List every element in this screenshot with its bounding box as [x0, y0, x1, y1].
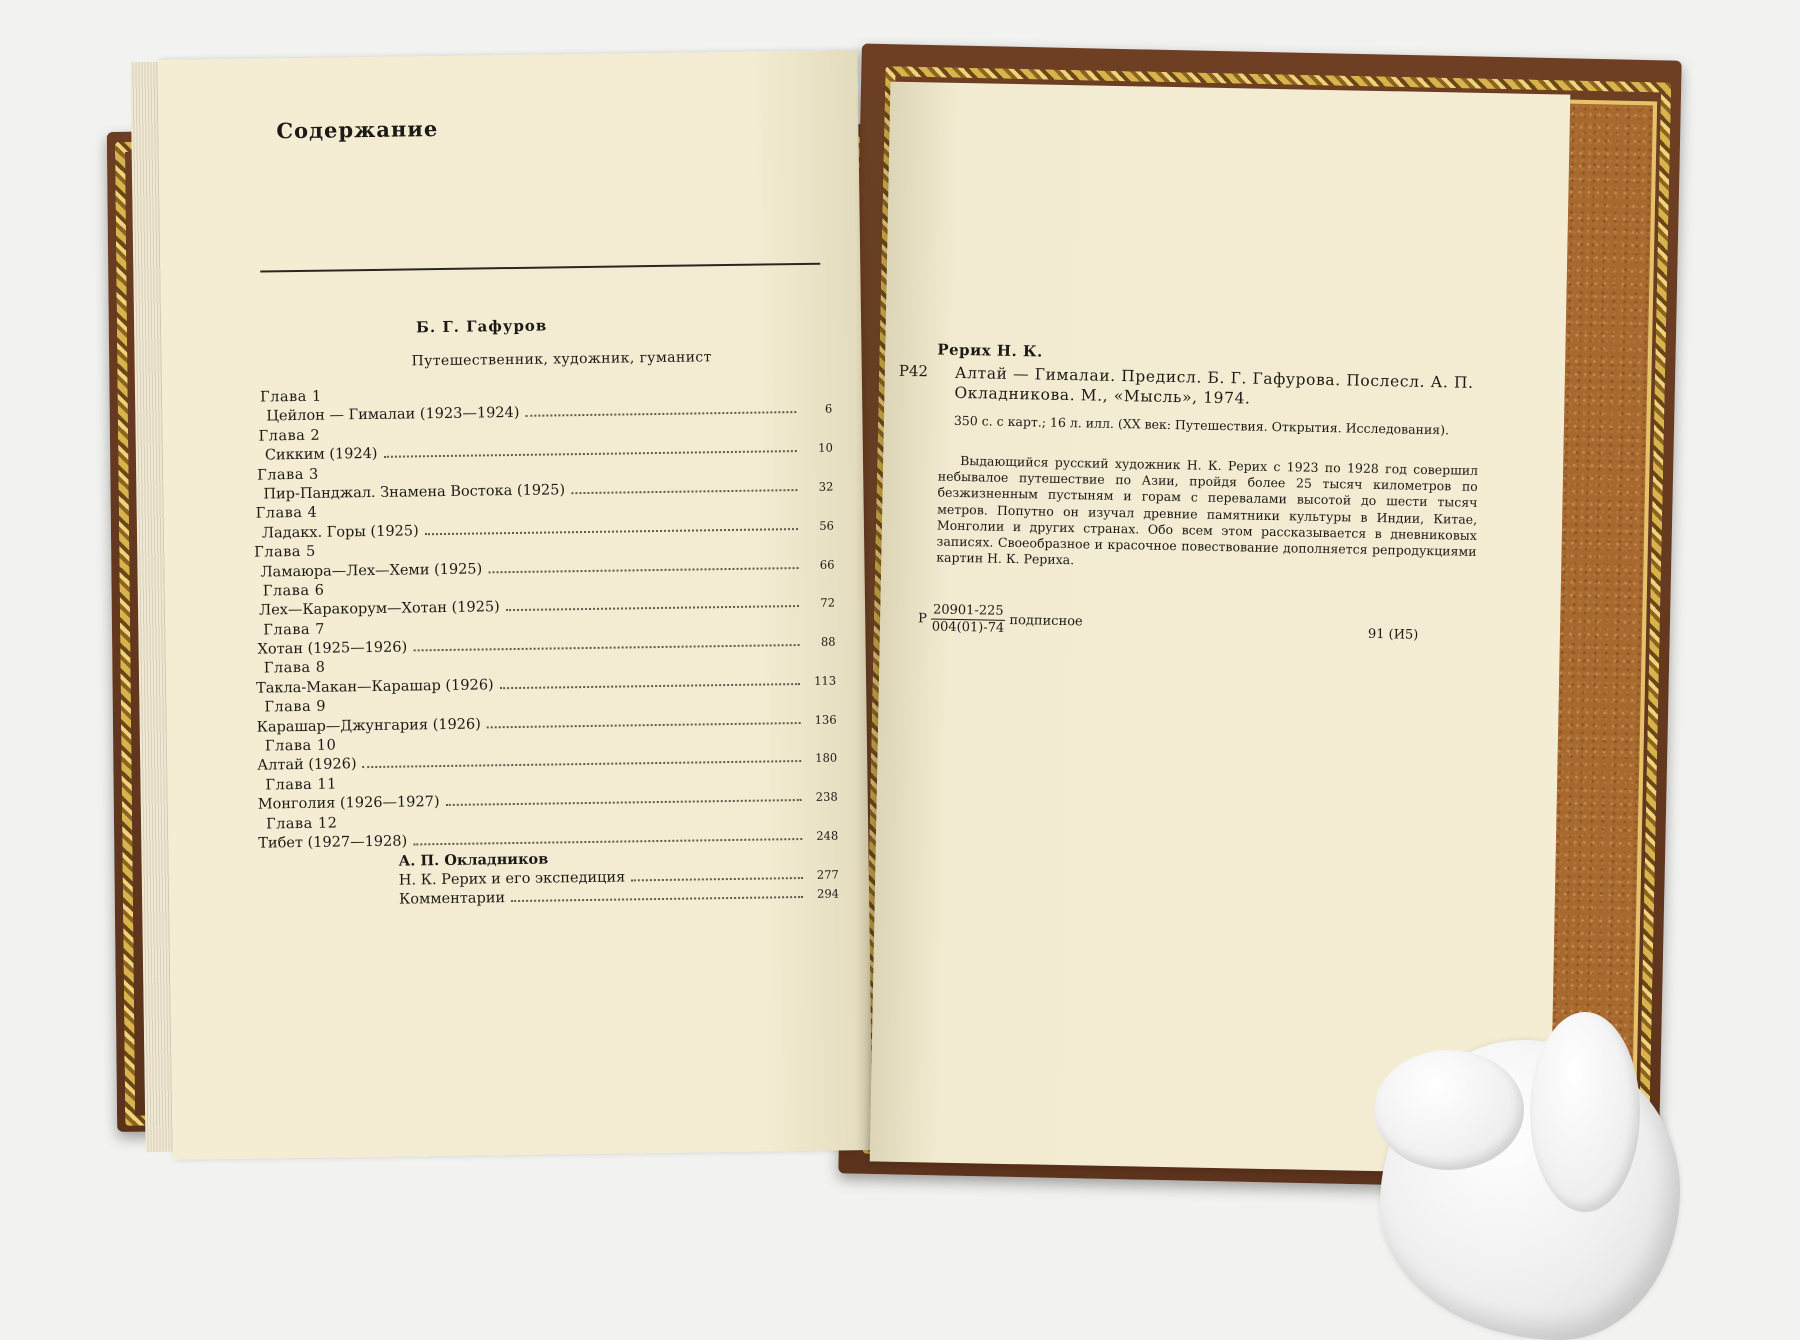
toc-entry-title: Н. К. Рерих и его экспедиция: [398, 869, 626, 889]
class-code: Р42: [898, 361, 929, 381]
toc-page-number: 88: [820, 634, 836, 649]
horizontal-rule: [260, 263, 820, 273]
toc-page-number: 56: [819, 518, 835, 533]
toc-entry-title: Ладакх. Горы (1925): [261, 523, 419, 542]
toc-page-number: 10: [818, 440, 833, 455]
chapter-label: Глава 12: [265, 815, 338, 833]
chapter-label: Глава 11: [265, 776, 337, 794]
toc-page-number: 66: [819, 557, 835, 572]
toc-entry-title: Карашар—Джунгария (1926): [256, 716, 481, 736]
dot-leader: [500, 683, 800, 689]
chapter-label: Глава 6: [262, 582, 325, 600]
dot-leader: [413, 838, 802, 845]
toc-entry-title: Сикким (1924): [264, 446, 378, 464]
toc-entry-title: Цейлон — Гималаи (1923—1924): [266, 405, 520, 425]
chapter-label: Глава 8: [263, 660, 326, 677]
foreword-author: Б. Г. Гафуров: [415, 316, 548, 337]
glove-thumb: [1374, 1050, 1524, 1170]
toc-page-number: 238: [815, 789, 838, 805]
toc-page-number: 32: [818, 479, 834, 494]
dot-leader: [506, 605, 799, 611]
toc-page-number: 248: [816, 828, 839, 843]
bbk-code: 91 (И5): [1367, 626, 1419, 643]
chapter-label: Глава 2: [258, 427, 321, 445]
toc-list: [252, 381, 839, 913]
toc-title: Содержание: [276, 116, 439, 144]
price-code-fraction: [931, 602, 1006, 636]
physical-description: 350 с. с карт.; 16 л. илл. (XX век: Путешествия. Открытия. Исследования).: [953, 412, 1450, 438]
toc-page-number: 6: [824, 401, 833, 417]
white-glove: [1380, 1040, 1680, 1340]
toc-entry-title: Хотан (1925—1926): [257, 639, 408, 658]
chapter-label: Глава 5: [254, 543, 316, 561]
toc-page-number: 136: [814, 712, 837, 727]
dot-leader: [488, 567, 798, 573]
toc-entry-title: Ламаюра—Лех—Хеми (1925): [260, 560, 483, 581]
toc-entry-title: Комментарии: [398, 890, 506, 908]
chapter-label: Глава 1: [259, 388, 322, 406]
dot-leader: [571, 489, 797, 494]
toc-entry-title: Такла-Макан—Карашар (1926): [256, 677, 494, 697]
chapter-label: Глава 3: [257, 466, 319, 484]
price-code-numerator: 20901-225: [931, 602, 1006, 620]
toc-entry-title: Алтай (1926): [257, 756, 357, 775]
dot-leader: [526, 411, 797, 417]
toc-entry-title: Лех—Каракорум—Хотан (1925): [258, 599, 500, 619]
dot-leader: [511, 896, 803, 902]
afterword-author: А. П. Окладников: [398, 850, 549, 871]
dot-leader: [631, 877, 803, 881]
toc-page-number: 180: [815, 750, 838, 766]
toc-entry-title: Тибет (1927—1928): [258, 833, 408, 852]
catalog-author: Рерих Н. К.: [937, 340, 1044, 361]
price-code-letter: Р: [917, 611, 928, 627]
price-code-note: подписное: [1009, 612, 1083, 630]
dot-leader: [425, 528, 798, 535]
chapter-label: Глава 9: [264, 698, 327, 716]
toc-page-number: 72: [820, 595, 836, 611]
annotation: Выдающийся русский художник Н. К. Рерих с 1923 по 1928 год совершил небывалое путешествие по Азии, пройдя более 25 тысяч километров по безжизненным пустыням и горам с перевалами высотой до шести тысяч метров. Попутно он изучал древние памятники культуры в Индии, Китае, Монголии и других странах. Обо всем этом рассказывается в дневниковых записях. Своеобразное и красочное повествование дополняется репродукциями картин Н. К. Рериха.: [936, 452, 1479, 568]
foreword-title: Путешественник, художник, гуманист: [411, 349, 712, 370]
toc-page-number: 294: [817, 886, 840, 901]
dot-leader: [413, 644, 799, 651]
glove-finger: [1530, 1012, 1640, 1212]
left-page: [157, 50, 872, 1160]
dot-leader: [446, 799, 802, 806]
dot-leader: [487, 722, 801, 728]
toc-page-number: 277: [816, 867, 839, 882]
toc-page-number: 113: [814, 673, 837, 688]
toc-entry-title: Пир-Панджал. Знамена Востока (1925): [263, 482, 566, 503]
bibliographic-record: Алтай — Гималаи. Предисл. Б. Г. Гафурова. Послесл. А. П. Окладникова. М., «Мысль», 1974.: [954, 363, 1474, 408]
price-code-denominator: 004(01)-74: [931, 619, 1005, 636]
dot-leader: [384, 450, 797, 458]
chapter-label: Глава 4: [255, 505, 318, 522]
chapter-label: Глава 7: [263, 621, 326, 639]
dot-leader: [363, 760, 802, 768]
right-page: [870, 82, 1571, 1175]
chapter-label: Глава 10: [264, 737, 337, 755]
toc-entry-title: Монголия (1926—1927): [257, 794, 440, 813]
price-code: [918, 602, 1083, 638]
